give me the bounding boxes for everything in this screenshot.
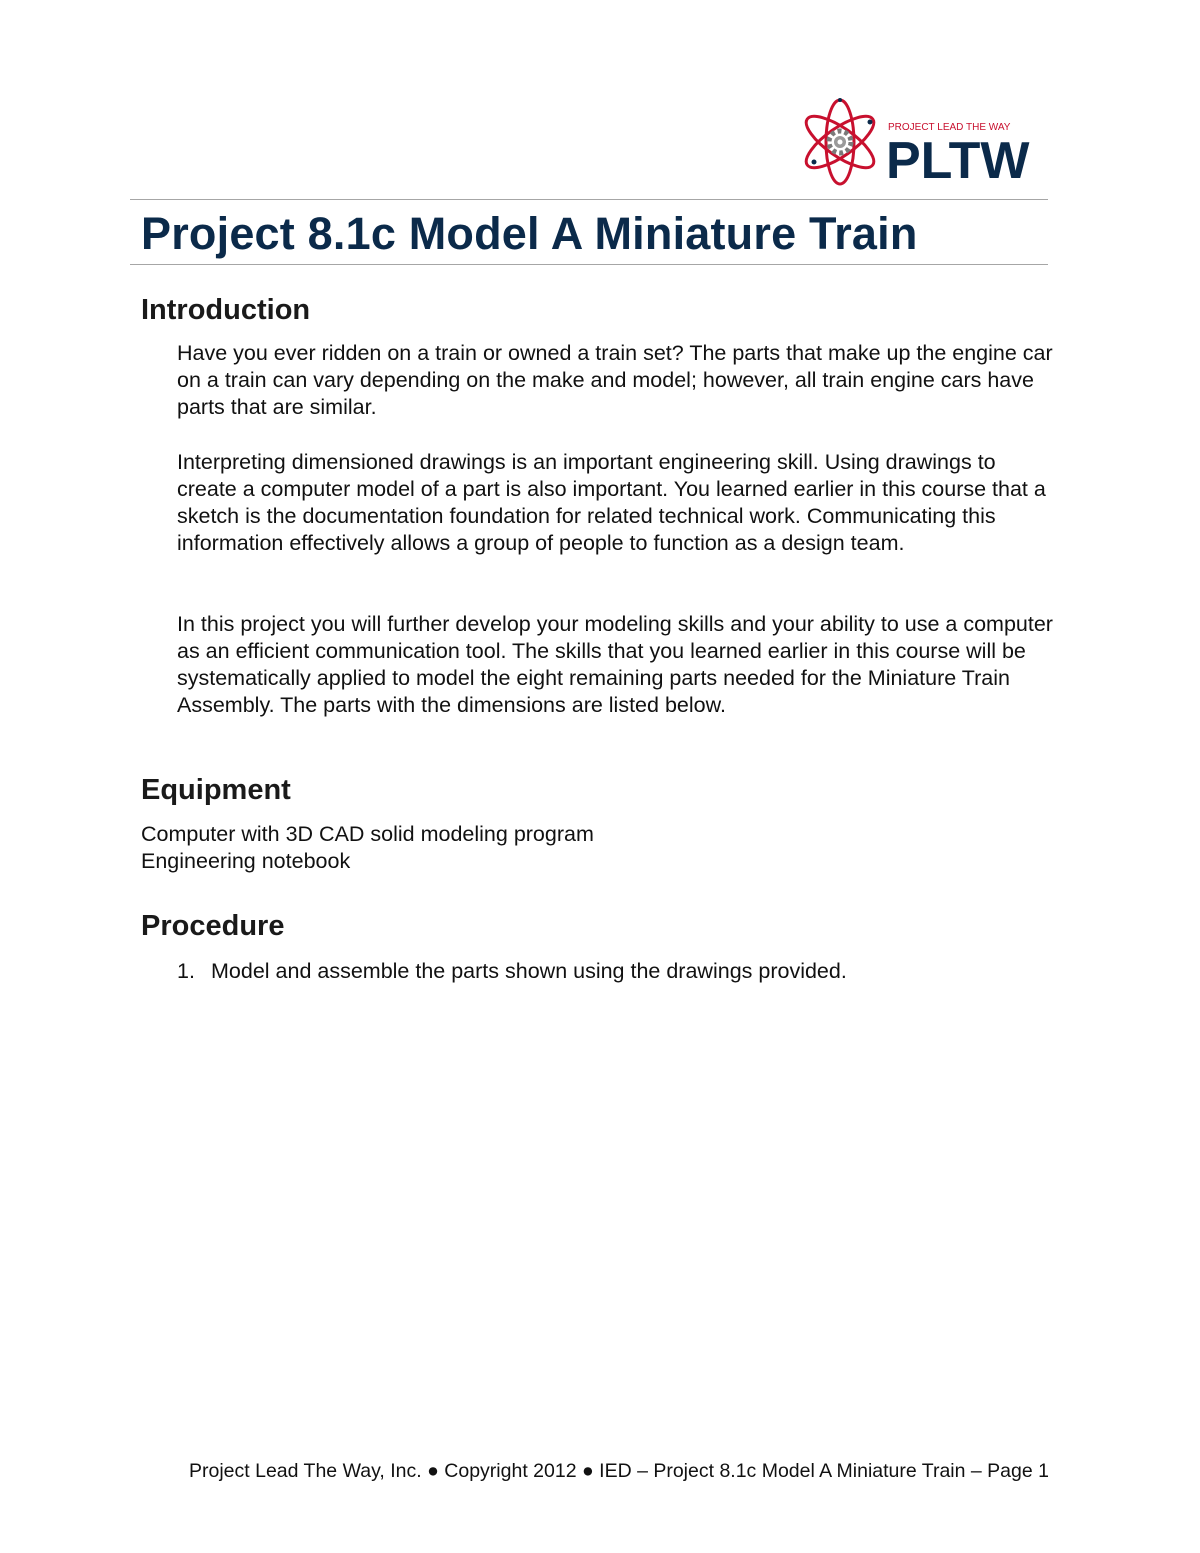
intro-paragraph-3: In this project you will further develop your modeling skills and your ability to use a computer as an efficient communication tool. The skills that you learned earlier in this course will be systematically applied to model the eight remaining parts needed for the Miniature Train Assembly. The parts with the dimensions are listed below.	[177, 612, 1053, 717]
equipment-item-2: Engineering notebook	[141, 849, 351, 873]
page-title: Project 8.1c Model A Miniature Train	[141, 208, 918, 259]
page-footer: Project Lead The Way, Inc. ● Copyright 2012 ● IED – Project 8.1c Model A Miniature Train – Page 1	[189, 1460, 1049, 1482]
equipment-item-1: Computer with 3D CAD solid modeling program	[141, 822, 594, 846]
gear-icon	[829, 131, 851, 153]
step-text: Model and assemble the parts shown using the drawings provided.	[211, 959, 847, 983]
equipment-heading: Equipment	[141, 774, 291, 806]
procedure-step-1	[177, 958, 847, 985]
intro-paragraph-2: Interpreting dimensioned drawings is an important engineering skill. Using drawings to create a computer model of a part is also important. You learned earlier in this course that a sketch is the documentation foundation for related technical work. Communicating this information effectively allows a group of people to function as a design team.	[177, 450, 1046, 555]
procedure-heading: Procedure	[141, 910, 285, 942]
title-bottom-rule	[130, 264, 1048, 265]
logo-tagline: PROJECT LEAD THE WAY	[888, 122, 1011, 133]
intro-paragraph-1: Have you ever ridden on a train or owned a train set? The parts that make up the engine car on a train can vary depending on the make and model; however, all train engine cars have parts that are similar.	[177, 341, 1053, 419]
introduction-heading: Introduction	[141, 294, 311, 326]
title-top-rule	[130, 199, 1048, 200]
pltw-logo	[800, 96, 1062, 188]
step-number: 1.	[177, 959, 195, 983]
logo-wordmark: PLTW	[886, 132, 1030, 188]
